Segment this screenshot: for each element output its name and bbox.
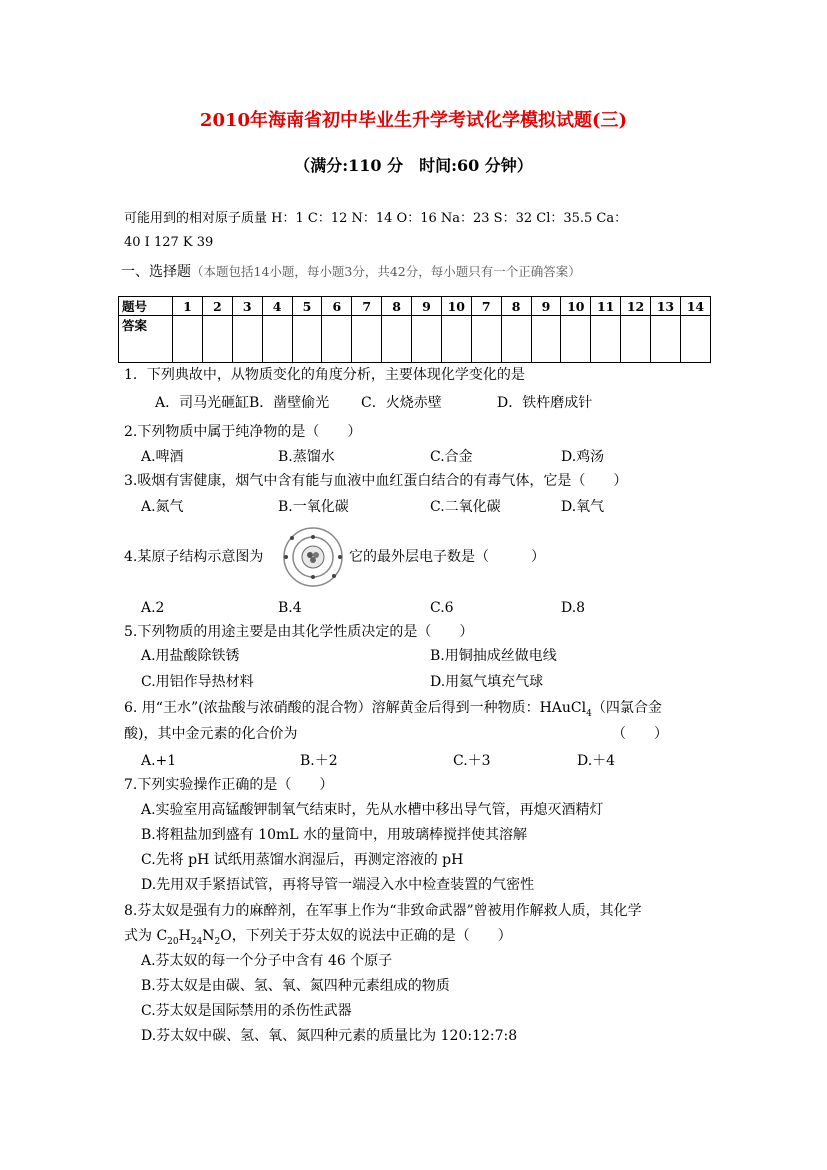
answer-cell[interactable]	[561, 316, 591, 363]
answer-cell[interactable]	[531, 316, 561, 363]
atomic-masses-line2: 40 I 127 K 39	[124, 235, 214, 250]
q8-formula-h: H	[178, 928, 191, 944]
answer-table-number: 13	[651, 297, 681, 316]
q8-formula-o: O	[220, 928, 232, 944]
answer-table-number: 10	[561, 297, 591, 316]
q1-option-b: B．凿壁偷光	[249, 395, 330, 411]
q4-option-a: A.2	[141, 600, 165, 616]
section-heading	[121, 265, 581, 279]
answer-table-number: 5	[292, 297, 322, 316]
q8-stem-line1: 8.芬太奴是强有力的麻醉剂，在军事上作为“非致命武器”曾被用作解救人质，其化学	[124, 903, 642, 919]
answer-table-number: 9	[412, 297, 442, 316]
q5-stem: 5.下列物质的用途主要是由其化学性质决定的是（ ）	[124, 624, 474, 640]
q6-text: 6. 用“王水”(浓盐酸与浓硝酸的混合物）溶解黄金后得到一种物质：HAuCl	[124, 700, 587, 716]
q6-option-c: C.＋3	[453, 753, 491, 769]
q3-stem: 3.吸烟有害健康，烟气中含有能与血液中血红蛋白结合的有毒气体，它是（ ）	[124, 473, 628, 489]
q4-stem-start: 4.某原子结构示意图为	[124, 549, 264, 565]
answer-cell[interactable]	[501, 316, 531, 363]
q2-option-d: D.鸡汤	[561, 449, 605, 465]
q6-option-b: B.＋2	[300, 753, 338, 769]
q4-stem-end: 它的最外层电子数是（ ）	[349, 549, 545, 565]
answer-table-number: 8	[501, 297, 531, 316]
q2-option-c: C.合金	[430, 449, 473, 465]
q7-option-b: B.将粗盐加到盛有 10mL 水的量筒中，用玻璃棒搅拌使其溶解	[141, 827, 528, 843]
q8-stem-line2	[124, 929, 512, 947]
q8-sub: 20	[167, 936, 179, 947]
q5-option-c: C.用铝作导热材料	[141, 674, 254, 690]
q3-option-a: A.氮气	[141, 499, 184, 515]
q8-formula-pre: 式为 C	[124, 928, 168, 944]
answer-cell[interactable]	[232, 316, 262, 363]
q3-option-c: C.二氧化碳	[430, 499, 501, 515]
answer-table-number: 7	[471, 297, 501, 316]
q8-option-d: D.芬太奴中碳、氢、氧、氮四种元素的质量比为 120:12:7:8	[141, 1028, 518, 1044]
q8-option-c: C.芬太奴是国际禁用的杀伤性武器	[141, 1003, 352, 1019]
atomic-masses-line1: 可能用到的相对原子质量 H：1 C：12 N：14 O：16 Na：23 S：32 Cl：35.5 Ca：	[124, 211, 628, 226]
q6-option-d: D.＋4	[577, 753, 616, 769]
answer-table-number: 10	[441, 297, 471, 316]
answer-table	[118, 296, 711, 363]
answer-table-header-answer: 答案	[119, 316, 173, 363]
answer-cell[interactable]	[292, 316, 322, 363]
q6-option-a: A.+1	[141, 753, 177, 769]
answer-cell[interactable]	[591, 316, 621, 363]
answer-cell[interactable]	[352, 316, 382, 363]
section-label: 一、选择题	[121, 264, 191, 280]
answer-table-number: 11	[591, 297, 621, 316]
answer-table-number: 9	[531, 297, 561, 316]
q4-option-b: B.4	[278, 600, 302, 616]
answer-cell[interactable]	[441, 316, 471, 363]
q1-option-a: A．司马光砸缸	[155, 395, 250, 411]
q8-sub: 2	[214, 936, 221, 947]
q6-stem-line2: 酸)，其中金元素的化合价为	[124, 726, 298, 742]
answer-cell[interactable]	[322, 316, 352, 363]
q8-stem-tail: ，下列关于芬太奴的说法中正确的是（ ）	[231, 928, 512, 944]
answer-cell[interactable]	[680, 316, 710, 363]
q3-option-d: D.氧气	[561, 499, 605, 515]
atomic-structure-diagram	[282, 526, 344, 588]
q5-option-b: B.用铜抽成丝做电线	[430, 648, 557, 664]
q1-stem: 1．下列典故中，从物质变化的角度分析，主要体现化学变化的是	[124, 367, 525, 383]
q7-stem: 7.下列实验操作正确的是（ ）	[124, 777, 334, 793]
q4-option-c: C.6	[430, 600, 454, 616]
q6-text-tail: （四氯合金	[591, 700, 662, 716]
q6-subscript: 4	[586, 708, 592, 719]
answer-cell[interactable]	[621, 316, 651, 363]
answer-table-header-number: 题号	[119, 297, 173, 316]
answer-table-number: 8	[382, 297, 412, 316]
q8-formula-n: N	[202, 928, 215, 944]
q1-option-c: C．火烧赤壁	[361, 395, 442, 411]
answer-cell[interactable]	[173, 316, 203, 363]
page-title: 2010年海南省初中毕业生升学考试化学模拟试题(三)	[199, 110, 628, 131]
q1-option-d: D．铁杵磨成针	[497, 395, 593, 411]
q6-stem-line1	[124, 701, 662, 719]
q5-option-a: A.用盐酸除铁锈	[141, 648, 240, 664]
answer-table-number: 6	[322, 297, 352, 316]
q7-option-a: A.实验室用高锰酸钾制氧气结束时，先从水槽中移出导气管，再熄灭酒精灯	[141, 802, 604, 818]
q5-option-d: D.用氦气填充气球	[430, 674, 544, 690]
answer-cell[interactable]	[471, 316, 501, 363]
answer-table-number: 12	[621, 297, 651, 316]
page-subtitle: （满分:110 分 时间:60 分钟）	[294, 156, 533, 175]
section-note: （本题包括14小题，每小题3分，共42分，每小题只有一个正确答案）	[191, 264, 581, 279]
answer-table-number: 1	[173, 297, 203, 316]
answer-cell[interactable]	[262, 316, 292, 363]
answer-cell[interactable]	[412, 316, 442, 363]
q6-answer-paren: （ ）	[612, 726, 668, 742]
answer-table-number: 2	[202, 297, 232, 316]
answer-table-number: 4	[262, 297, 292, 316]
q2-option-b: B.蒸馏水	[278, 449, 335, 465]
q2-stem: 2.下列物质中属于纯净物的是（ ）	[124, 424, 362, 440]
answer-cell[interactable]	[382, 316, 412, 363]
q2-option-a: A.啤酒	[141, 449, 184, 465]
answer-table-number: 14	[680, 297, 710, 316]
q4-option-d: D.8	[561, 600, 586, 616]
answer-table-number: 3	[232, 297, 262, 316]
answer-cell[interactable]	[651, 316, 681, 363]
q3-option-b: B.一氧化碳	[278, 499, 349, 515]
q8-sub: 24	[190, 936, 203, 947]
answer-table-number: 7	[352, 297, 382, 316]
q7-option-c: C.先将 pH 试纸用蒸馏水润湿后，再测定溶液的 pH	[141, 852, 464, 868]
answer-cell[interactable]	[202, 316, 232, 363]
q7-option-d: D.先用双手紧捂试管，再将导管一端浸入水中检查装置的气密性	[141, 877, 535, 893]
q8-option-b: B.芬太奴是由碳、氢、氧、氮四种元素组成的物质	[141, 978, 450, 994]
q8-option-a: A.芬太奴的每一个分子中含有 46 个原子	[141, 953, 393, 969]
